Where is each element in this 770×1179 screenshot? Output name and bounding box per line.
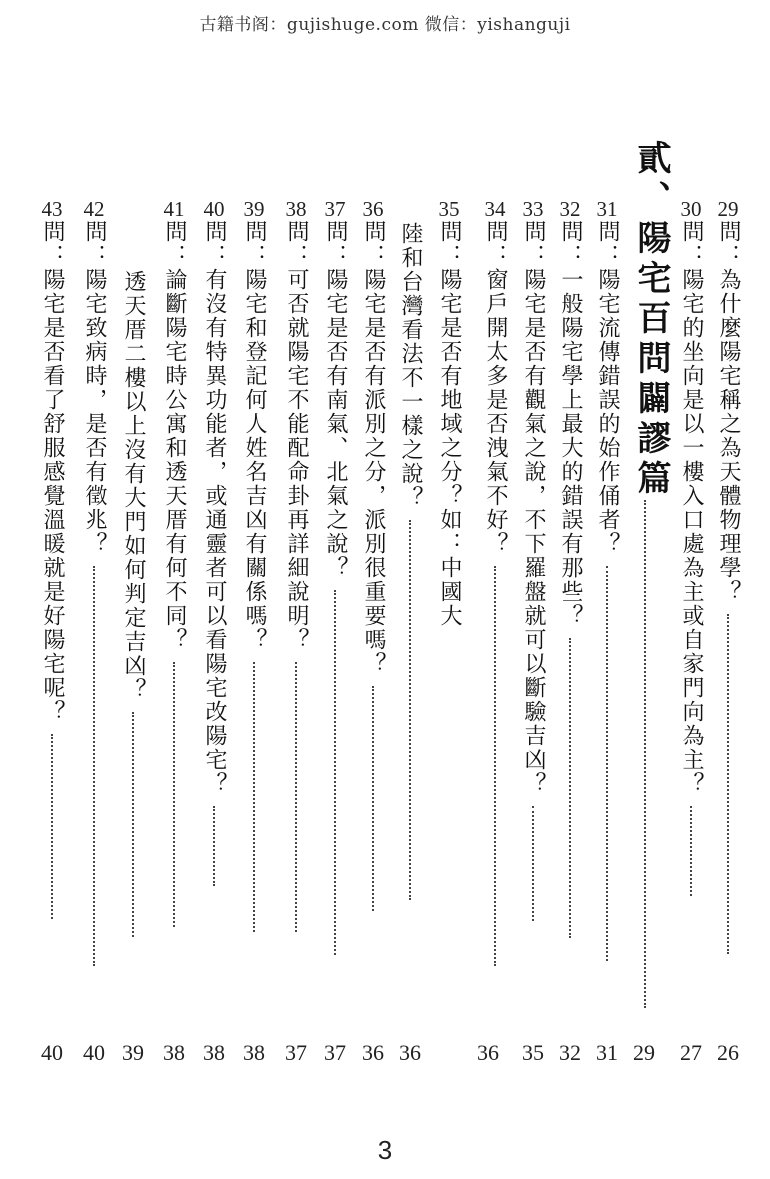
toc-entry-31	[591, 198, 623, 961]
question-text: 問：陽宅是否有南氣、北氣之說？	[323, 220, 348, 580]
question-text: 問：陽宅是否有派別之分，派別很重要嗎？	[361, 220, 386, 676]
toc-entry-37	[319, 198, 351, 955]
page-ref: 32	[559, 1040, 581, 1065]
question-number: 41	[163, 197, 185, 221]
page-ref: 38	[203, 1040, 225, 1065]
question-number: 38	[285, 197, 307, 221]
leader-dots	[253, 662, 255, 932]
leader-dots	[690, 806, 692, 896]
page-ref: 37	[324, 1040, 346, 1065]
toc-entry-42	[78, 198, 110, 966]
question-text: 陸和台灣看法不一樣之說？	[398, 222, 423, 510]
page-ref: 36	[362, 1040, 384, 1065]
toc-entry-41	[158, 198, 190, 927]
toc-entry-36	[357, 198, 389, 911]
leader-dots	[409, 520, 411, 900]
question-text: 問：有沒有特異功能者，或通靈者可以看陽宅改陽宅？	[202, 220, 227, 796]
question-number: 40	[203, 197, 225, 221]
toc-entry-34	[479, 198, 511, 966]
toc-entry-30	[675, 198, 707, 896]
leader-dots	[51, 734, 53, 919]
leader-dots	[532, 806, 534, 921]
leader-dots	[494, 566, 496, 966]
toc-entry-33	[517, 198, 549, 921]
toc-entry-32	[554, 198, 586, 938]
leader-dots	[569, 638, 571, 938]
toc-entry-41-continued	[117, 270, 149, 937]
page-ref: 37	[285, 1040, 307, 1065]
question-text: 問：陽宅致病時，是否有徵兆？	[82, 220, 107, 556]
page-ref: 40	[41, 1040, 63, 1065]
question-number: 43	[41, 197, 63, 221]
question-number: 36	[362, 197, 384, 221]
page-ref: 35	[522, 1040, 544, 1065]
page-ref: 36	[399, 1040, 421, 1065]
toc-entry-29	[712, 198, 744, 954]
question-text: 問：論斷陽宅時公寓和透天厝有何不同？	[162, 220, 187, 652]
leader-dots	[93, 566, 95, 966]
page-ref: 38	[163, 1040, 185, 1065]
page-ref: 36	[477, 1040, 499, 1065]
question-number: 35	[438, 197, 460, 221]
question-text: 問：陽宅是否有觀氣之說，不下羅盤就可以斷驗吉凶？	[521, 220, 546, 796]
toc-entry-40	[198, 198, 230, 886]
page-ref: 29	[633, 1040, 655, 1065]
question-number: 37	[324, 197, 346, 221]
toc-entry-43	[36, 198, 68, 919]
question-text: 問：可否就陽宅不能配命卦再詳細說明？	[284, 220, 309, 652]
question-text: 問：陽宅是否有地域之分？如：中國大	[437, 220, 462, 628]
question-text: 問：陽宅是否看了舒服感覺溫暖就是好陽宅呢？	[40, 220, 65, 724]
page-ref: 26	[717, 1040, 739, 1065]
watermark: 古籍书阁：gujishuge.com 微信：yishanguji	[199, 15, 571, 35]
leader-dots	[132, 712, 134, 937]
question-number: 39	[243, 197, 265, 221]
page-ref: 27	[680, 1040, 702, 1065]
question-number: 42	[83, 197, 105, 221]
question-text: 問：陽宅和登記何人姓名吉凶有關係嗎？	[242, 220, 267, 652]
question-text: 透天厝二樓以上沒有大門如何判定吉凶？	[121, 270, 146, 702]
question-number: 32	[559, 197, 581, 221]
question-number: 34	[484, 197, 506, 221]
toc-entry-35-continued	[394, 222, 426, 900]
page-ref: 40	[83, 1040, 105, 1065]
question-text: 問：為什麼陽宅稱之為天體物理學？	[716, 220, 741, 604]
question-number: 30	[680, 197, 702, 221]
page-ref: 39	[122, 1040, 144, 1065]
question-text: 問：陽宅的坐向是以一樓入口處為主或自家門向為主？	[679, 220, 704, 796]
leader-dots	[644, 500, 646, 1008]
question-text: 問：窗戶開太多是否洩氣不好？	[483, 220, 508, 556]
question-text: 問：陽宅流傳錯誤的始作俑者？	[595, 220, 620, 556]
leader-dots	[334, 590, 336, 955]
section-heading: 貳、陽宅百問闢謬篇	[631, 140, 671, 500]
question-number: 31	[596, 197, 618, 221]
page-number: 3	[377, 1135, 393, 1165]
question-text: 問：一般陽宅學上最大的錯誤有那些？	[558, 220, 583, 628]
leader-dots	[213, 806, 215, 886]
leader-dots	[727, 614, 729, 954]
page-ref: 31	[596, 1040, 618, 1065]
toc-entry-39	[238, 198, 270, 932]
toc-entry-35	[433, 198, 465, 628]
question-number: 29	[717, 197, 739, 221]
page-ref: 38	[243, 1040, 265, 1065]
toc-entry-38	[280, 198, 312, 932]
leader-dots	[372, 686, 374, 911]
leader-dots	[295, 662, 297, 932]
leader-dots	[173, 662, 175, 927]
question-number: 33	[522, 197, 544, 221]
leader-dots	[606, 566, 608, 961]
